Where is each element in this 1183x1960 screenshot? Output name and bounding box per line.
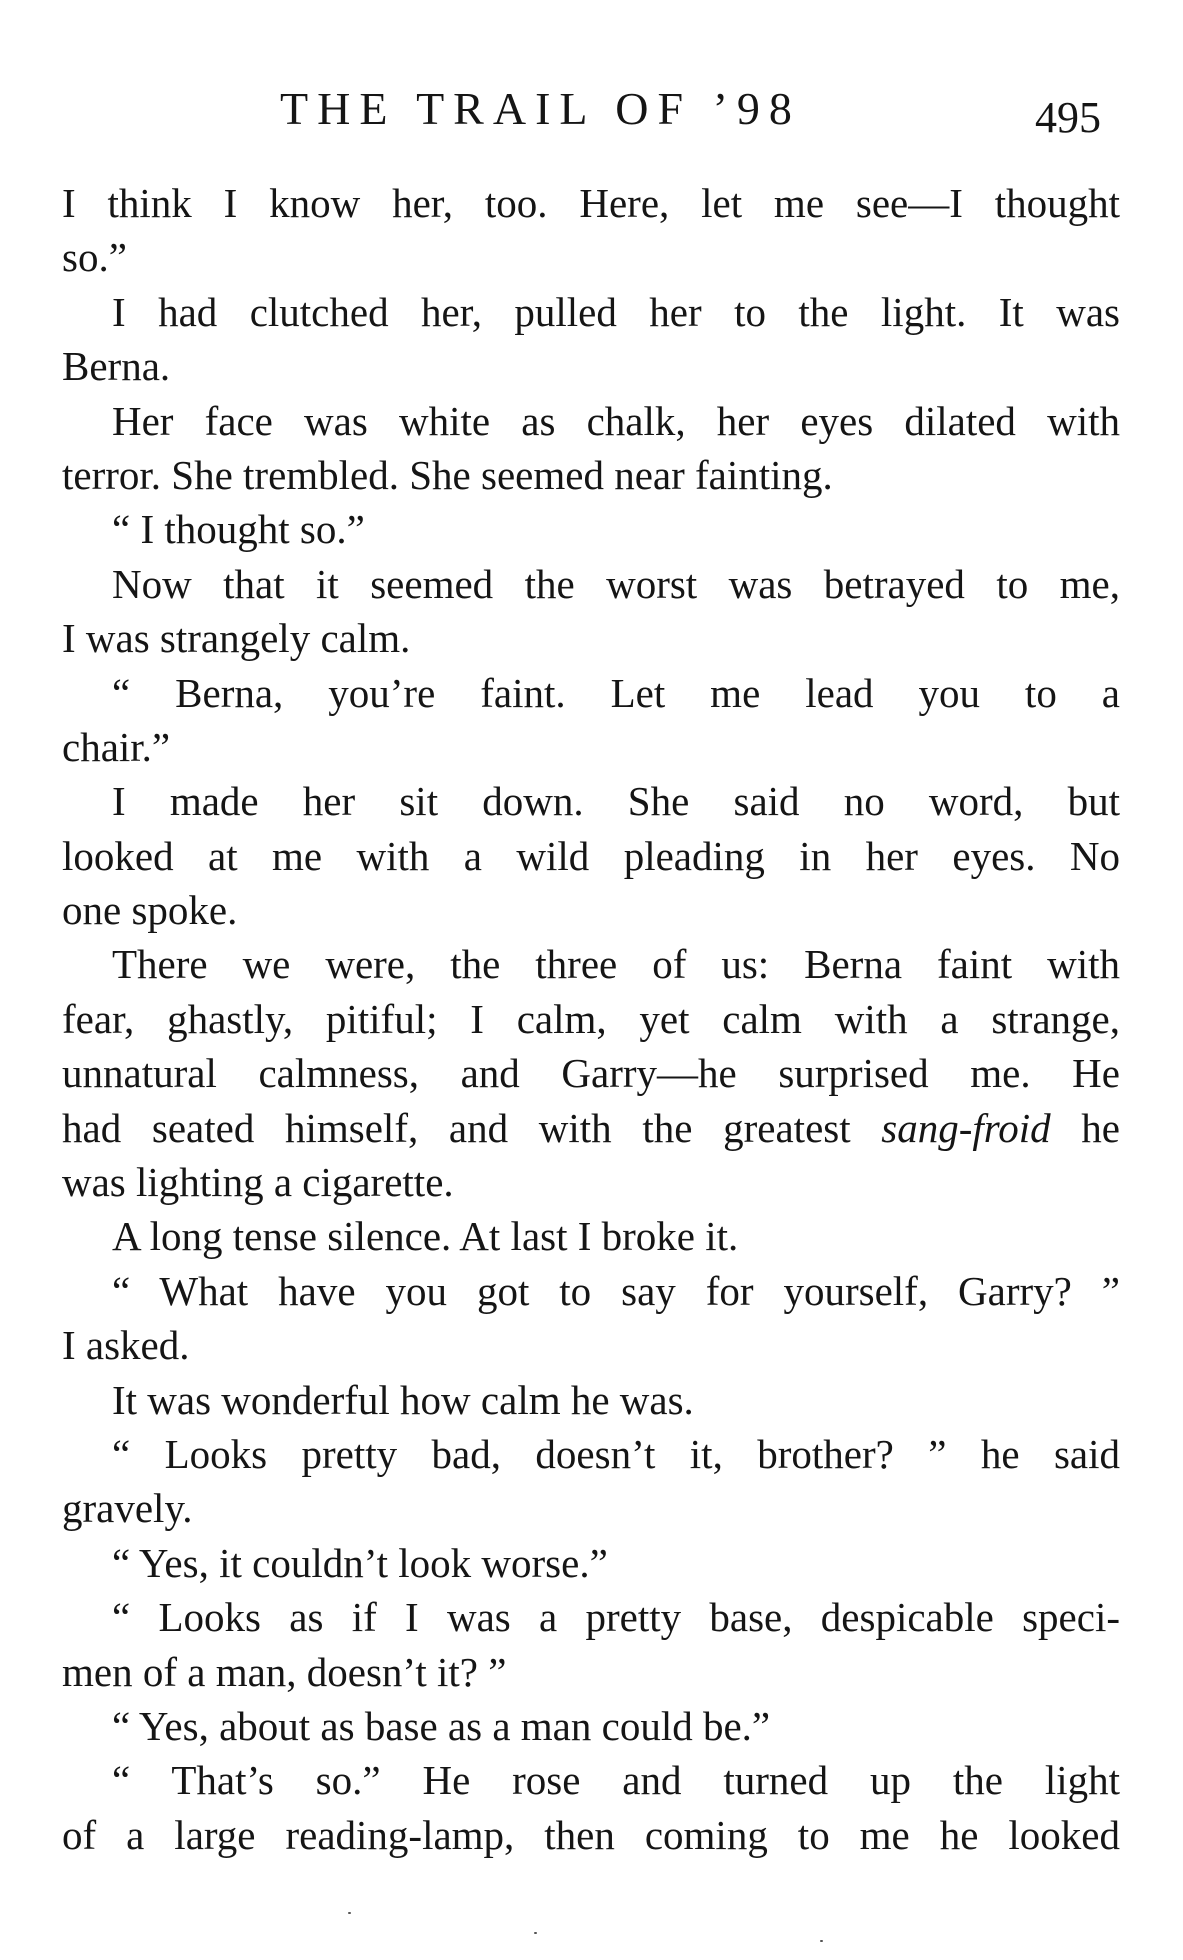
text-line: chair.” bbox=[62, 723, 171, 770]
text-line: “ What have you got to say for yourself, Garry? ” bbox=[112, 1267, 1120, 1314]
text-line: A long tense silence. At last I broke it. bbox=[112, 1213, 739, 1260]
body-text bbox=[62, 176, 1120, 1862]
text-line: “ That’s so.” He rose and turned up the light bbox=[112, 1757, 1120, 1804]
text-line: so.” bbox=[62, 234, 127, 281]
text-line: gravely. bbox=[62, 1485, 193, 1532]
text-line: looked at me with a wild pleading in her eyes. No bbox=[62, 832, 1120, 879]
running-title: THE TRAIL OF ’98 bbox=[280, 83, 801, 134]
paper-speck bbox=[534, 1932, 537, 1934]
text-line: “ Berna, you’re faint. Let me lead you to a bbox=[112, 669, 1120, 716]
paper-speck bbox=[820, 1940, 823, 1942]
text-line: fear, ghastly, pitiful; I calm, yet calm with a strange, bbox=[62, 995, 1120, 1042]
text-line: one spoke. bbox=[62, 887, 238, 934]
text-line: I made her sit down. She said no word, but bbox=[112, 778, 1120, 825]
text-line: “ Yes, it couldn’t look worse.” bbox=[112, 1539, 608, 1586]
text-segment: had seated himself, and with the greatest bbox=[62, 1104, 882, 1151]
text-line bbox=[62, 1101, 1120, 1155]
text-line: There we were, the three of us: Berna faint with bbox=[112, 941, 1120, 988]
paper-speck bbox=[348, 1912, 351, 1914]
text-line: “ Looks pretty bad, doesn’t it, brother? ” he said bbox=[112, 1430, 1120, 1477]
italic-phrase: sang-froid bbox=[881, 1104, 1051, 1151]
text-line: unnatural calmness, and Garry—he surprised me. He bbox=[62, 1050, 1120, 1097]
text-line: I had clutched her, pulled her to the light. It was bbox=[112, 288, 1120, 335]
text-line: I think I know her, too. Here, let me see—I thought bbox=[62, 180, 1120, 226]
text-line: “ Looks as if I was a pretty base, despicable speci- bbox=[112, 1594, 1120, 1641]
text-line: I was strangely calm. bbox=[62, 615, 411, 662]
page-number: 495 bbox=[1035, 93, 1101, 142]
text-line: Her face was white as chalk, her eyes dilated with bbox=[112, 397, 1120, 444]
text-segment: he bbox=[1050, 1104, 1121, 1151]
text-line: It was wonderful how calm he was. bbox=[112, 1376, 694, 1423]
text-line: of a large reading-lamp, then coming to me he looked bbox=[62, 1811, 1120, 1858]
text-line: was lighting a cigarette. bbox=[62, 1159, 454, 1206]
text-line: Berna. bbox=[62, 343, 171, 390]
text-line: Now that it seemed the worst was betrayed to me, bbox=[112, 560, 1120, 607]
text-line: “ I thought so.” bbox=[112, 506, 365, 553]
text-line: men of a man, doesn’t it? ” bbox=[62, 1648, 507, 1695]
text-line: I asked. bbox=[62, 1322, 190, 1369]
text-line: “ Yes, about as base as a man could be.” bbox=[112, 1702, 771, 1749]
text-line: terror. She trembled. She seemed near fainting. bbox=[62, 451, 833, 498]
